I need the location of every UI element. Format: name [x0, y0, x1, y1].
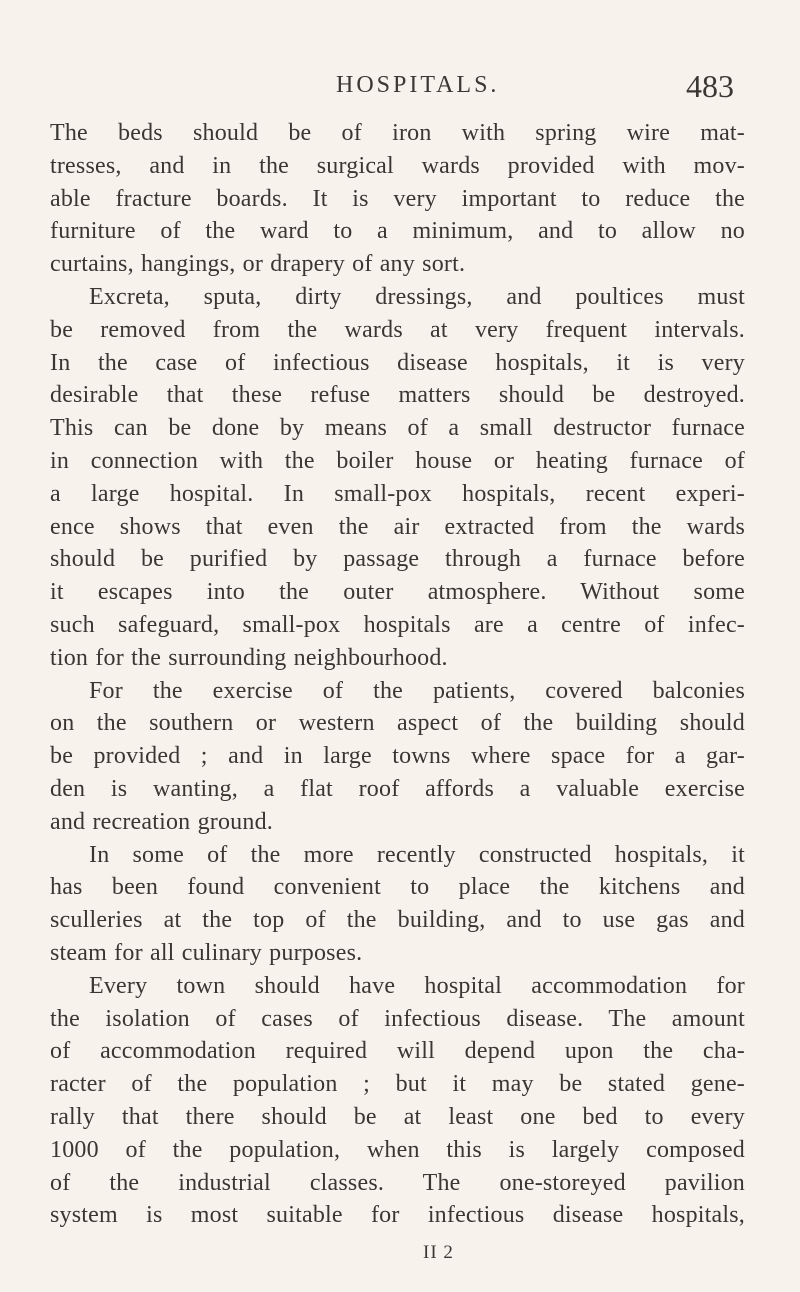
- running-header: [0, 66, 800, 106]
- text-line: able fracture boards. It is very important to reduce the: [50, 185, 745, 212]
- text-line: racter of the population ; but it may be stated gene-: [50, 1071, 745, 1098]
- text-line: of the industrial classes. The one-storeyed pavilion: [50, 1169, 745, 1196]
- signature-mark: II 2: [423, 1242, 454, 1263]
- text-line: in connection with the boiler house or heating furnace of: [50, 447, 745, 474]
- text-line: This can be done by means of a small destructor furnace: [50, 415, 745, 442]
- text-line: has been found convenient to place the kitchens and: [50, 874, 745, 901]
- text-line: In the case of infectious disease hospitals, it is very: [50, 349, 745, 376]
- text-line: of accommodation required will depend upon the cha-: [50, 1038, 745, 1065]
- text-line: tion for the surrounding neighbourhood.: [50, 644, 448, 671]
- text-line: be removed from the wards at very frequent intervals.: [50, 316, 745, 343]
- text-line: For the exercise of the patients, covered balconies: [89, 677, 745, 704]
- text-line: The beds should be of iron with spring wire mat-: [50, 120, 745, 146]
- text-line: In some of the more recently constructed hospitals, it: [89, 841, 745, 868]
- text-line: such safeguard, small-pox hospitals are a centre of infec-: [50, 611, 745, 638]
- text-line: steam for all culinary purposes.: [50, 939, 363, 966]
- text-line: den is wanting, a flat roof affords a valuable exercise: [50, 775, 745, 802]
- text-line: furniture of the ward to a minimum, and to allow no: [50, 218, 745, 245]
- text-line: should be purified by passage through a furnace before: [50, 546, 745, 573]
- text-line: be provided ; and in large towns where space for a gar-: [50, 743, 745, 770]
- text-line: ence shows that even the air extracted from the wards: [50, 513, 745, 540]
- page-number: 483: [686, 68, 734, 104]
- text-line: desirable that these refuse matters should be destroyed.: [50, 382, 745, 409]
- running-title: HOSPITALS.: [336, 72, 500, 98]
- body-text: [50, 117, 745, 1232]
- text-line: Every town should have hospital accommodation for: [89, 972, 745, 999]
- text-line: tresses, and in the surgical wards provided with mov-: [50, 152, 745, 179]
- text-line: system is most suitable for infectious disease hospitals,: [50, 1202, 745, 1229]
- text-line: on the southern or western aspect of the building should: [50, 710, 745, 737]
- text-line: curtains, hangings, or drapery of any sort.: [50, 251, 466, 278]
- text-line: 1000 of the population, when this is largely composed: [50, 1136, 745, 1163]
- text-line: rally that there should be at least one bed to every: [50, 1103, 745, 1130]
- text-line: and recreation ground.: [50, 808, 273, 835]
- text-line: a large hospital. In small-pox hospitals, recent experi-: [50, 480, 745, 507]
- text-line: it escapes into the outer atmosphere. Without some: [50, 579, 745, 606]
- text-line: the isolation of cases of infectious disease. The amount: [50, 1005, 745, 1032]
- text-line: Excreta, sputa, dirty dressings, and poultices must: [89, 283, 745, 310]
- text-line: sculleries at the top of the building, and to use gas and: [50, 907, 745, 934]
